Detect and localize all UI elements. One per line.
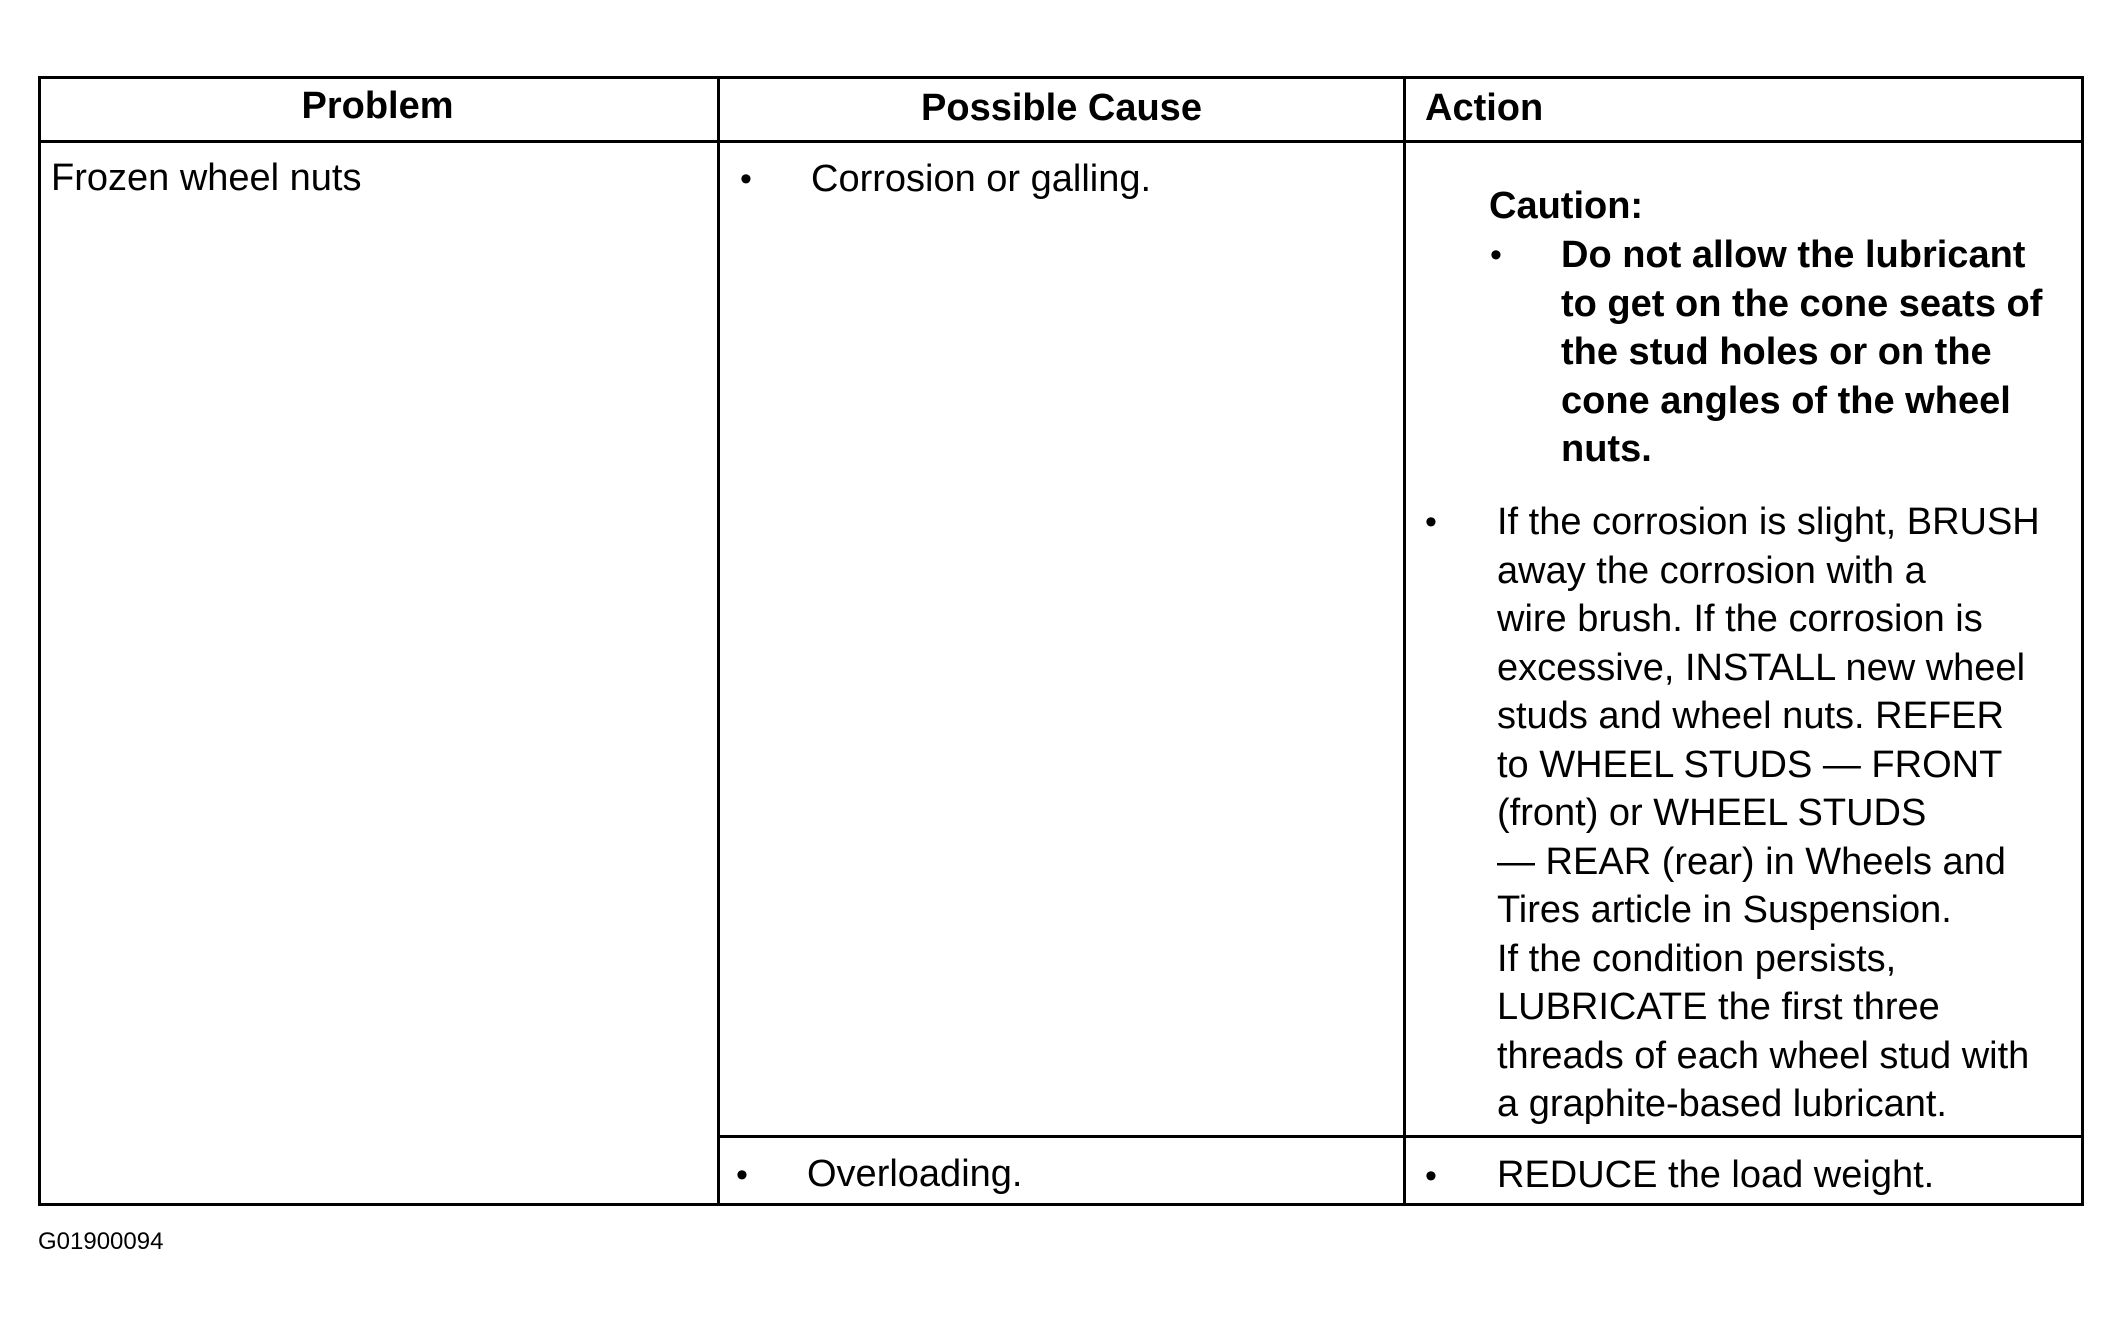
column-divider-2 (1403, 76, 1406, 1206)
action-line-5: studs and wheel nuts. REFER (1497, 695, 2004, 737)
figure-id: G01900094 (38, 1228, 164, 1255)
action-line-7: (front) or WHEEL STUDS (1497, 792, 1927, 834)
header-divider (38, 140, 2084, 143)
caution-bullet: • (1490, 236, 1502, 274)
caution-line-1: Do not allow the lubricant (1561, 234, 2026, 276)
cause-bullet-2: • (736, 1156, 748, 1194)
caution-line-2: to get on the cone seats of (1561, 282, 2043, 325)
action-line-3: wire brush. If the corrosion is (1497, 598, 1983, 640)
cause-text-2: Overloading. (807, 1153, 1023, 1195)
column-divider-1 (717, 76, 720, 1206)
action-bullet-1: • (1425, 503, 1437, 541)
action-line-11: LUBRICATE the first three (1497, 986, 1940, 1028)
action-bullet-2: • (1425, 1157, 1437, 1195)
caution-line-3: the stud holes or on the (1561, 331, 1992, 373)
action-line-4: excessive, INSTALL new wheel (1497, 646, 2026, 689)
action-text-2: REDUCE the load weight. (1497, 1154, 1935, 1196)
header-possible-cause: Possible Cause (921, 87, 1202, 129)
action-line-8: — REAR (rear) in Wheels and (1497, 840, 2006, 883)
action-line-13: a graphite-based lubricant. (1497, 1083, 1947, 1125)
action-line-2: away the corrosion with a (1497, 549, 1926, 592)
cause-bullet-1: • (740, 160, 752, 198)
action-line-1: If the corrosion is slight, BRUSH (1497, 501, 2040, 543)
header-action: Action (1425, 87, 1544, 129)
caution-line-4: cone angles of the wheel (1561, 379, 2011, 422)
problem-cell-text: Frozen wheel nuts (51, 157, 362, 199)
caution-line-5: nuts. (1561, 428, 1652, 470)
header-problem: Problem (301, 85, 454, 127)
action-line-9: Tires article in Suspension. (1497, 889, 1952, 931)
caution-title: Caution: (1489, 185, 1644, 227)
action-line-12: threads of each wheel stud with (1497, 1034, 2030, 1077)
row-divider (717, 1135, 2084, 1138)
action-line-10: If the condition persists, (1497, 937, 1897, 980)
cause-text-1: Corrosion or galling. (811, 158, 1152, 200)
action-line-6: to WHEEL STUDS — FRONT (1497, 743, 2003, 786)
